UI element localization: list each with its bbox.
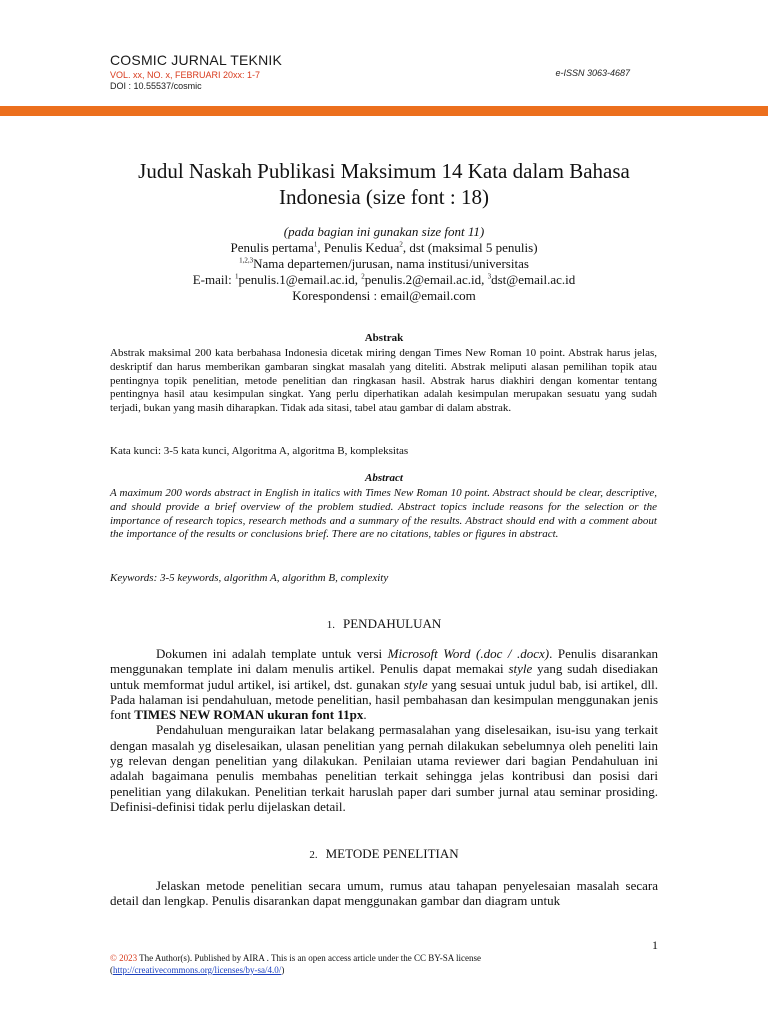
journal-name: COSMIC JURNAL TEKNIK bbox=[110, 52, 283, 68]
link-close: ) bbox=[281, 965, 285, 975]
section-2-heading bbox=[110, 846, 658, 862]
doi-line bbox=[110, 81, 658, 91]
s1p1-g: yang sesuai untuk judul bab, isi artikel, dll. Pada halaman isi pendahuluan, metode penelitian, hasil pembahasan dan kesimpulan menggunakan jenis font bbox=[110, 676, 659, 723]
affiliation-sup: 1,2,3 bbox=[239, 256, 254, 265]
abstrak-heading: Abstrak bbox=[364, 332, 404, 344]
author-1-sup: 1 bbox=[313, 240, 318, 249]
author-rest: , dst (maksimal 5 penulis) bbox=[402, 240, 538, 255]
author-list: Penulis pertama$^1$, Penulis Kedua$^2$, dst (maksimal 5 penulis) bbox=[230, 240, 538, 255]
author-note: (pada bagian ini gunakan size font 11) bbox=[283, 224, 485, 239]
section-1-paragraph-2: Pendahuluan menguraikan latar belakang permasalahan yang diselesaikan, isu-isu yang terkait dengan masalah yg diselesaikan, ulasan penelitian yang pernah dilakukan sebelumnya oleh peneliti lain yg relevan dengan penelitian yang dilakukan. Penilaian utama reviewer dari bagian Pendahuluan ini adalah bagaimana penulis membahas penelitian terkait sehingga jelas kontribusi dan posisi dari penelitian yang dilakukan. Penelitian terkait haruslah paper dari sumber jurnal atau seminar prosiding. Definisi-definisi tidak perlu dijelaskan detail. bbox=[110, 722, 658, 814]
affiliation bbox=[110, 256, 658, 272]
accent-band bbox=[0, 106, 768, 116]
section-2-body bbox=[110, 878, 658, 909]
email-3-sup: 3 bbox=[487, 272, 492, 281]
section-1-paragraph-1 bbox=[110, 646, 658, 722]
author-block bbox=[110, 224, 658, 304]
section-1-heading bbox=[110, 616, 658, 632]
abstract-body: A maximum 200 words abstract in English in italics with Times New Roman 10 point. Abstract should be clear, descriptive, and should provide a brief overview of the problem studied. Abstract topics include reasons for the selection or the importance of research topics, research methods and a summary of the results. Abstract should end with a comment about the importance of the results or conclusions brief. There are no citations, tables or figures in abstract. bbox=[110, 487, 657, 541]
email-1: penulis.1@email.ac.id, bbox=[238, 272, 362, 287]
doi-label: DOI : bbox=[110, 81, 132, 91]
link-open: ( bbox=[110, 965, 113, 975]
page-number: 1 bbox=[652, 938, 658, 952]
correspondence: Korespondensi : email@email.com bbox=[292, 288, 476, 303]
copyright-symbol: © bbox=[110, 953, 117, 963]
footer-license bbox=[110, 952, 658, 976]
kata-kunci: Kata kunci: 3-5 kata kunci, Algoritma A, algoritma B, kompleksitas bbox=[110, 445, 409, 457]
issn: e-ISSN 3063-4687 bbox=[555, 68, 630, 78]
abstract-heading: Abstract bbox=[365, 472, 403, 484]
author-2-sup: 2 bbox=[399, 240, 403, 249]
s1p1-c: . Penulis disarankan menggunakan template ini dalam menulis artikel. Penulis dapat memakai bbox=[110, 646, 658, 677]
author-2: Penulis Kedua bbox=[323, 240, 400, 255]
s1p1-e: yang sudah disediakan untuk memformat judul artikel, isi artikel, dst. gunakan bbox=[110, 661, 658, 692]
journal-header bbox=[110, 52, 658, 91]
license-text: The Author(s). Published by AIRA . This is an open access article under the CC BY-SA license bbox=[137, 953, 481, 963]
s1p1-b: Microsoft Word (.doc / .docx) bbox=[387, 646, 550, 661]
email-line bbox=[110, 272, 658, 288]
s1p1-i: . bbox=[363, 707, 367, 723]
s1p1-f: style bbox=[403, 676, 428, 692]
doi-value: 10.55537/cosmic bbox=[133, 81, 202, 91]
section-2-title: METODE PENELITIAN bbox=[325, 846, 459, 861]
abstrak-body: Abstrak maksimal 200 kata berbahasa Indonesia dicetak miring dengan Times New Roman 10 point. Abstrak harus jelas, deskriptif dan harus memberikan gambaran singkat masalah yang diteliti. Abstrak meliputi alasan pemilihan topik atau pentingnya topik penelitian, metode penelitian dan ringkasan hasil. Abstrak harus diakhiri dengan komentar tentang pentingnya hasil atau kesimpulan singkat. Yang perlu diperhatikan adalah kesimpulan merupakan sesuatu yang sudah terjadi, bukan yang masih diharapkan. Tidak ada sitasi, tabel atau gambar di dalam abstrak. bbox=[110, 347, 657, 415]
paper-title: Judul Naskah Publikasi Maksimum 14 Kata dalam Bahasa Indonesia (size font : 18) bbox=[138, 159, 630, 209]
affiliation-text: Nama departemen/jurusan, nama institusi/universitas bbox=[253, 256, 529, 271]
section-1-body bbox=[110, 646, 658, 814]
email-2: penulis.2@email.ac.id, bbox=[364, 272, 488, 287]
email-1-sup: 1 bbox=[234, 272, 239, 281]
copyright-year: 2023 bbox=[119, 953, 138, 963]
s1p1-h: TIMES NEW ROMAN ukuran font 11px bbox=[134, 707, 364, 723]
volume-info: VOL. xx, NO. x, FEBRUARI 20xx: 1-7 bbox=[110, 70, 261, 80]
s1p1-a: Dokumen ini adalah template untuk versi bbox=[156, 646, 388, 661]
license-link[interactable]: http://creativecommons.org/licenses/by-sa/4.0/ bbox=[113, 965, 282, 975]
s1p1-d: style bbox=[508, 661, 533, 677]
email-2-sup: 2 bbox=[361, 272, 365, 281]
section-2-paragraph-1: Jelaskan metode penelitian secara umum, rumus atau tahapan penyelesaian masalah secara detail dan lengkap. Penulis disarankan dapat menggunakan gambar dan diagram untuk bbox=[110, 878, 658, 909]
section-1-number: 1. bbox=[326, 619, 336, 631]
email-label: E-mail: bbox=[192, 272, 235, 287]
email-3: dst@email.ac.id bbox=[491, 272, 576, 287]
author-1: Penulis pertama bbox=[230, 240, 314, 255]
section-2-number: 2. bbox=[309, 849, 318, 861]
section-1-title: PENDAHULUAN bbox=[343, 616, 442, 631]
keywords: Keywords: 3-5 keywords, algorithm A, algorithm B, complexity bbox=[110, 572, 389, 584]
